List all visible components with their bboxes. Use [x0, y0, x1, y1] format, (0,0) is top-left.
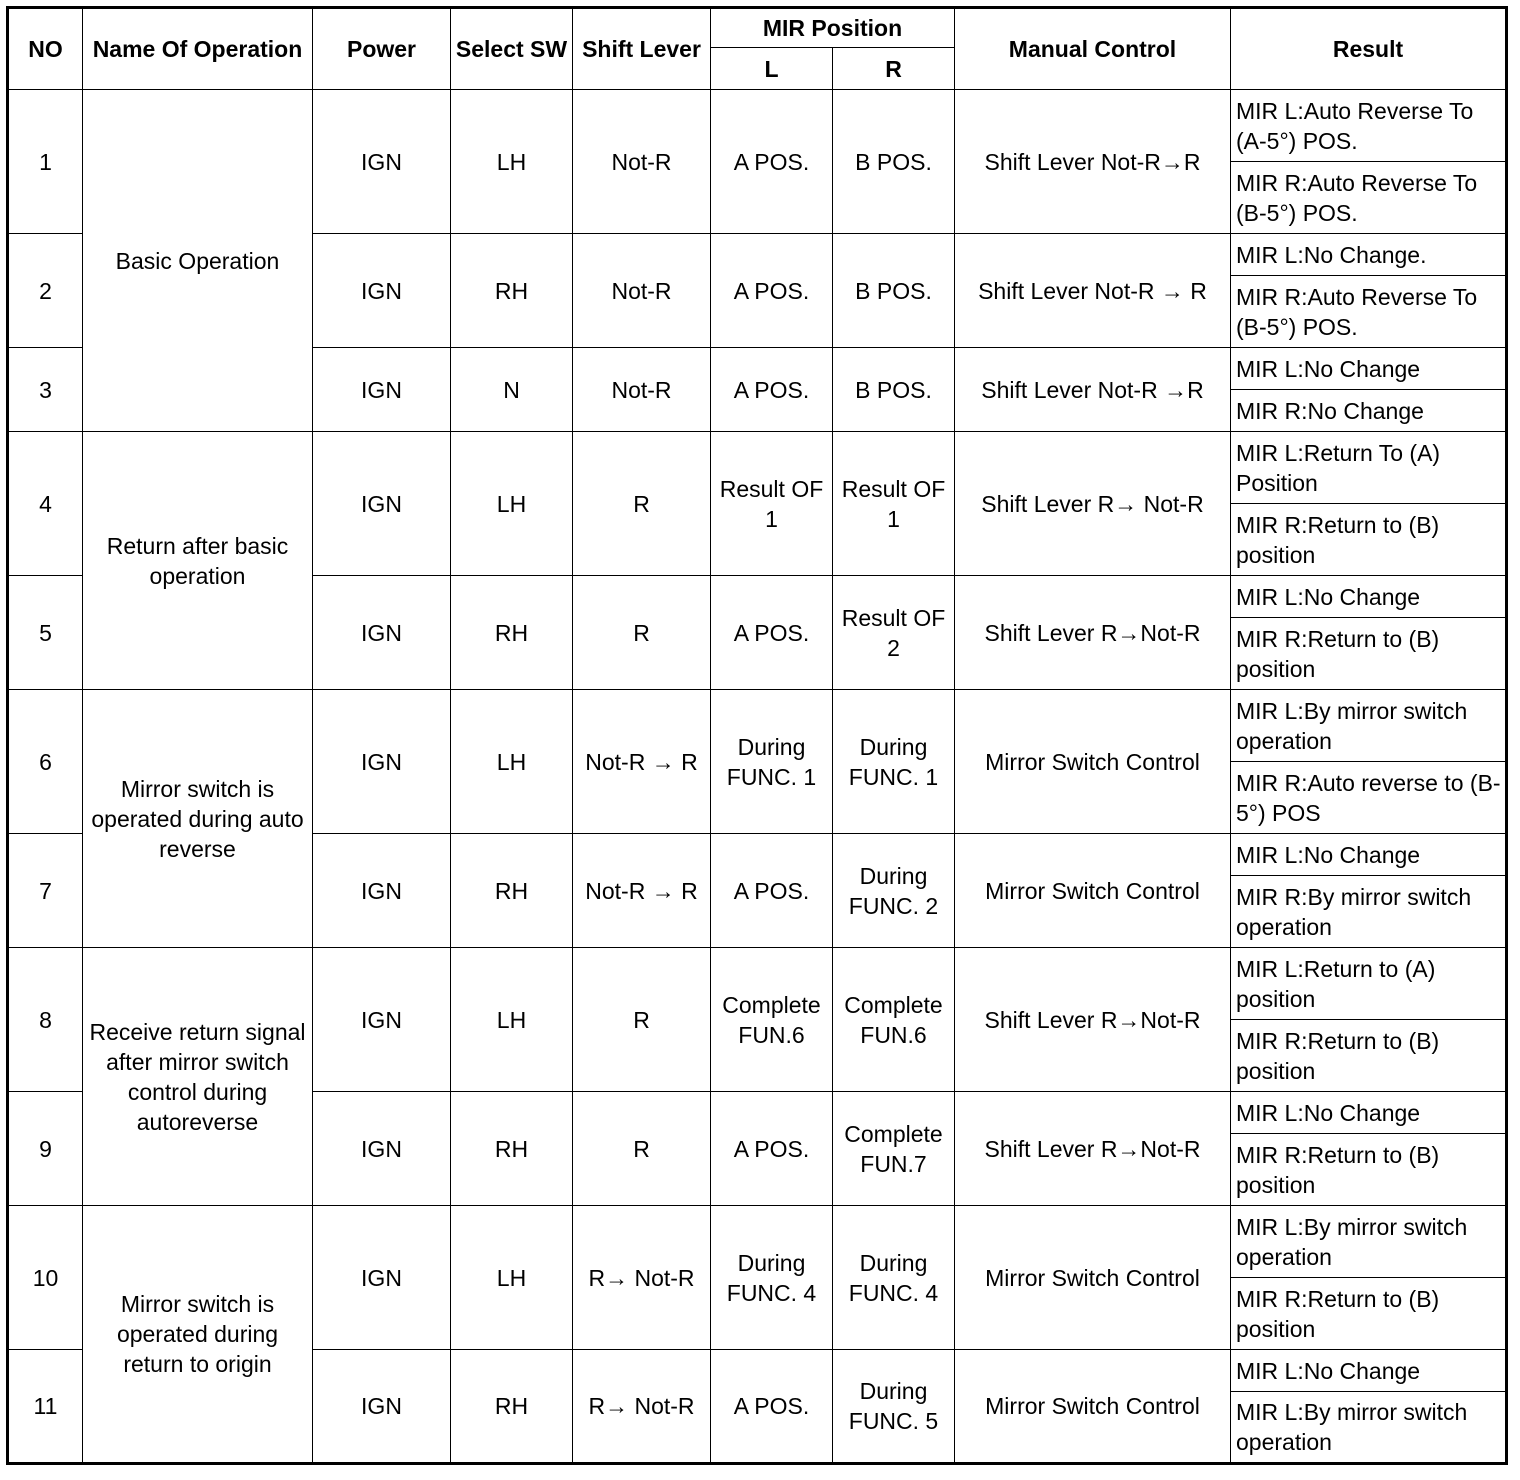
- mir-l-position-cell: A POS.: [711, 1092, 833, 1206]
- select-sw-cell: RH: [451, 234, 573, 348]
- operation-name: Mirror switch is operated during auto reverse: [83, 690, 313, 948]
- mir-l-position-cell: Result OF 1: [711, 432, 833, 576]
- result-r-cell: MIR L:By mirror switch operation: [1231, 1392, 1507, 1464]
- row-number: 6: [8, 690, 83, 834]
- mir-r-position-cell: Result OF 1: [833, 432, 955, 576]
- shift-lever-cell: Not-R → R: [573, 690, 711, 834]
- operation-table: [6, 6, 1508, 1465]
- table-row: [8, 432, 1507, 504]
- select-sw-cell: RH: [451, 1092, 573, 1206]
- operation-name: Basic Operation: [83, 90, 313, 432]
- select-sw-cell: LH: [451, 690, 573, 834]
- header-manual-control: Manual Control: [955, 8, 1231, 90]
- mir-r-position-cell: During FUNC. 5: [833, 1350, 955, 1464]
- row-number: 3: [8, 348, 83, 432]
- select-sw-cell: RH: [451, 1350, 573, 1464]
- manual-control-cell: Shift Lever Not-R → R: [955, 234, 1231, 348]
- result-r-cell: MIR R:No Change: [1231, 390, 1507, 432]
- result-l-cell: MIR L:No Change: [1231, 576, 1507, 618]
- result-l-cell: MIR L:No Change.: [1231, 234, 1507, 276]
- row-number: 1: [8, 90, 83, 234]
- power-cell: IGN: [313, 690, 451, 834]
- mir-l-position-cell: During FUNC. 1: [711, 690, 833, 834]
- row-number: 4: [8, 432, 83, 576]
- result-r-cell: MIR R:Auto Reverse To (B-5°) POS.: [1231, 276, 1507, 348]
- manual-control-cell: Shift Lever R→Not-R: [955, 576, 1231, 690]
- result-r-cell: MIR R:By mirror switch operation: [1231, 876, 1507, 948]
- shift-lever-cell: R: [573, 576, 711, 690]
- mir-r-position-cell: Complete FUN.6: [833, 948, 955, 1092]
- result-r-cell: MIR R:Auto Reverse To (B-5°) POS.: [1231, 162, 1507, 234]
- mir-l-position-cell: A POS.: [711, 1350, 833, 1464]
- manual-control-cell: Mirror Switch Control: [955, 1206, 1231, 1350]
- header-mir-r: R: [833, 48, 955, 90]
- mir-r-position-cell: Result OF 2: [833, 576, 955, 690]
- shift-lever-cell: Not-R: [573, 90, 711, 234]
- manual-control-cell: Shift Lever Not-R→R: [955, 90, 1231, 234]
- mir-l-position-cell: A POS.: [711, 348, 833, 432]
- manual-control-cell: Shift Lever R→ Not-R: [955, 432, 1231, 576]
- mir-r-position-cell: During FUNC. 1: [833, 690, 955, 834]
- result-l-cell: MIR L:No Change: [1231, 348, 1507, 390]
- manual-control-cell: Shift Lever Not-R →R: [955, 348, 1231, 432]
- result-r-cell: MIR R:Return to (B) position: [1231, 1134, 1507, 1206]
- shift-lever-cell: Not-R: [573, 234, 711, 348]
- mir-r-position-cell: During FUNC. 4: [833, 1206, 955, 1350]
- row-number: 2: [8, 234, 83, 348]
- row-number: 7: [8, 834, 83, 948]
- result-l-cell: MIR L:By mirror switch operation: [1231, 1206, 1507, 1278]
- mir-r-position-cell: B POS.: [833, 234, 955, 348]
- mir-r-position-cell: During FUNC. 2: [833, 834, 955, 948]
- table-row: [8, 1206, 1507, 1278]
- result-r-cell: MIR R:Auto reverse to (B-5°) POS: [1231, 762, 1507, 834]
- select-sw-cell: RH: [451, 834, 573, 948]
- select-sw-cell: LH: [451, 432, 573, 576]
- header-mir-position: MIR Position: [711, 8, 955, 48]
- row-number: 8: [8, 948, 83, 1092]
- mir-l-position-cell: A POS.: [711, 234, 833, 348]
- row-number: 9: [8, 1092, 83, 1206]
- result-l-cell: MIR L:Auto Reverse To (A-5°) POS.: [1231, 90, 1507, 162]
- power-cell: IGN: [313, 576, 451, 690]
- power-cell: IGN: [313, 1092, 451, 1206]
- header-result: Result: [1231, 8, 1507, 90]
- mir-l-position-cell: A POS.: [711, 834, 833, 948]
- manual-control-cell: Shift Lever R→Not-R: [955, 948, 1231, 1092]
- select-sw-cell: LH: [451, 1206, 573, 1350]
- power-cell: IGN: [313, 1350, 451, 1464]
- row-number: 11: [8, 1350, 83, 1464]
- table-row: [8, 90, 1507, 162]
- mir-l-position-cell: A POS.: [711, 90, 833, 234]
- result-l-cell: MIR L:Return to (A) position: [1231, 948, 1507, 1020]
- row-number: 10: [8, 1206, 83, 1350]
- manual-control-cell: Mirror Switch Control: [955, 690, 1231, 834]
- mir-l-position-cell: During FUNC. 4: [711, 1206, 833, 1350]
- manual-control-cell: Shift Lever R→Not-R: [955, 1092, 1231, 1206]
- mir-r-position-cell: B POS.: [833, 90, 955, 234]
- header-select-sw: Select SW: [451, 8, 573, 90]
- result-r-cell: MIR R:Return to (B) position: [1231, 618, 1507, 690]
- mir-r-position-cell: Complete FUN.7: [833, 1092, 955, 1206]
- result-l-cell: MIR L:Return To (A) Position: [1231, 432, 1507, 504]
- result-r-cell: MIR R:Return to (B) position: [1231, 1278, 1507, 1350]
- table-body: [8, 90, 1507, 1464]
- power-cell: IGN: [313, 234, 451, 348]
- mir-l-position-cell: Complete FUN.6: [711, 948, 833, 1092]
- shift-lever-cell: R: [573, 432, 711, 576]
- shift-lever-cell: R→ Not-R: [573, 1350, 711, 1464]
- result-r-cell: MIR R:Return to (B) position: [1231, 1020, 1507, 1092]
- power-cell: IGN: [313, 834, 451, 948]
- result-l-cell: MIR L:By mirror switch operation: [1231, 690, 1507, 762]
- table-row: [8, 690, 1507, 762]
- mir-l-position-cell: A POS.: [711, 576, 833, 690]
- manual-control-cell: Mirror Switch Control: [955, 1350, 1231, 1464]
- result-l-cell: MIR L:No Change: [1231, 1092, 1507, 1134]
- shift-lever-cell: R: [573, 948, 711, 1092]
- select-sw-cell: LH: [451, 90, 573, 234]
- table-row: [8, 948, 1507, 1020]
- shift-lever-cell: Not-R → R: [573, 834, 711, 948]
- operation-name: Mirror switch is operated during return to origin: [83, 1206, 313, 1464]
- shift-lever-cell: Not-R: [573, 348, 711, 432]
- operation-name: Return after basic operation: [83, 432, 313, 690]
- header-mir-l: L: [711, 48, 833, 90]
- power-cell: IGN: [313, 948, 451, 1092]
- power-cell: IGN: [313, 432, 451, 576]
- power-cell: IGN: [313, 1206, 451, 1350]
- header-power: Power: [313, 8, 451, 90]
- result-r-cell: MIR R:Return to (B) position: [1231, 504, 1507, 576]
- power-cell: IGN: [313, 90, 451, 234]
- select-sw-cell: N: [451, 348, 573, 432]
- header-shift-lever: Shift Lever: [573, 8, 711, 90]
- select-sw-cell: RH: [451, 576, 573, 690]
- manual-control-cell: Mirror Switch Control: [955, 834, 1231, 948]
- mir-r-position-cell: B POS.: [833, 348, 955, 432]
- shift-lever-cell: R→ Not-R: [573, 1206, 711, 1350]
- select-sw-cell: LH: [451, 948, 573, 1092]
- result-l-cell: MIR L:No Change: [1231, 834, 1507, 876]
- power-cell: IGN: [313, 348, 451, 432]
- row-number: 5: [8, 576, 83, 690]
- shift-lever-cell: R: [573, 1092, 711, 1206]
- header-no: NO: [8, 8, 83, 90]
- header-name-of-operation: Name Of Operation: [83, 8, 313, 90]
- result-l-cell: MIR L:No Change: [1231, 1350, 1507, 1392]
- operation-name: Receive return signal after mirror switch control during autoreverse: [83, 948, 313, 1206]
